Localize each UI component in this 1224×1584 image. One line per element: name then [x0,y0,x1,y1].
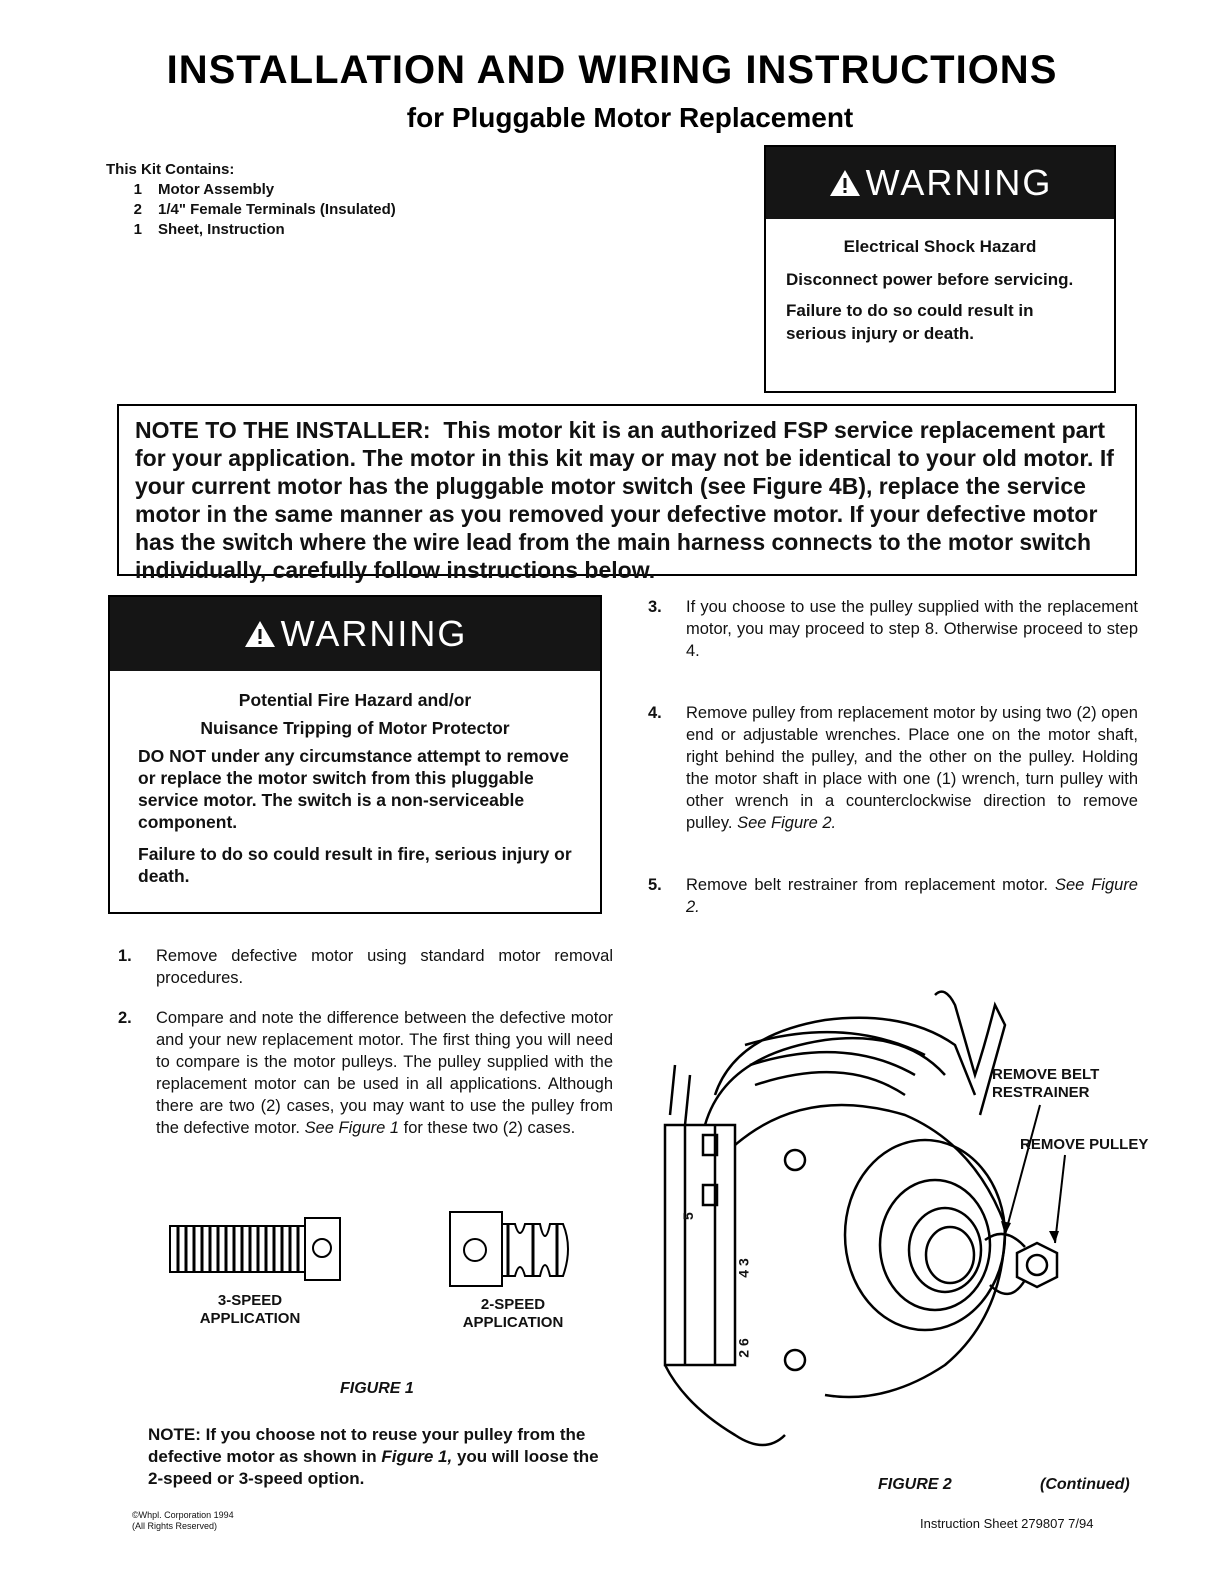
pulley-3speed-drawing [160,1208,360,1290]
warning-label: WARNING [865,162,1053,203]
figure1-caption: FIGURE 1 [340,1380,414,1397]
fire-warning-box [108,595,602,914]
kit-heading: This Kit Contains: [106,161,235,178]
switch-terminal-numbers: 2 6 [735,1338,752,1358]
step-4: 4. Remove pulley from replacement motor by using two (2) open end or adjustable wrenches. Place one on the motor shaft, right behind the pulley, and the other on the pulley. Holding the motor shaft in place with one (1) wrench, turn pulley with other wrench in a counterclockwise direction to remove pulley. See Figure 2. [648,704,1138,832]
figure1-label-3speed: 3-SPEED APPLICATION [199,1292,301,1327]
switch-terminal-numbers: 5 [680,1212,696,1220]
warning-text: Failure to do so could result in serious injury or death. [786,301,1034,343]
kit-item: 1 Motor Assembly [133,181,275,198]
warning-text: Disconnect power before servicing. [786,270,1074,289]
kit-contents [106,160,396,240]
steps-right [648,596,1138,918]
step-1: 1. Remove defective motor using standard motor removal procedures. [118,947,613,987]
callout-remove-pulley: REMOVE PULLEY [1020,1136,1149,1153]
step-3: 3. If you choose to use the pulley supplied with the replacement motor, you may proceed to step 8. Otherwise proceed to step 4. [648,598,1138,660]
figure2-caption: FIGURE 2 [878,1476,952,1493]
kit-item: 2 1/4" Female Terminals (Insulated) [133,201,396,218]
copyright: ©Whpl. Corporation 1994 (All Rights Reserved) [132,1510,234,1531]
continued-label: (Continued) [1040,1476,1130,1493]
step-2: 2. Compare and note the difference between the defective motor and your new replacement motor. The first thing you will need to compare is the motor pulleys. The pulley supplied with the replacement motor can be used in all applications. Although there are two (2) cases, you may want to use the pulley from the defective motor. See Figure 1 for these two (2) cases. [118,1009,613,1137]
hazard-title: Electrical Shock Hazard [843,237,1037,256]
shock-warning-box [764,145,1116,393]
step-5: 5. Remove belt restrainer from replacement motor. See Figure 2. [648,876,1138,916]
warning-label: WARNING [280,613,468,654]
kit-item: 1 Sheet, Instruction [133,221,285,238]
page-subtitle: for Pluggable Motor Replacement [406,102,854,133]
installer-note [117,404,1137,583]
hazard-title: Nuisance Tripping of Motor Protector [200,718,510,738]
warning-triangle-icon [243,619,277,649]
warning-header [766,147,1114,219]
warning-text: DO NOT under any circumstance attempt to remove or replace the motor switch from this pluggable service motor. The switch is a non-serviceable component. [138,746,569,832]
sheet-number: Instruction Sheet 279807 7/94 [920,1516,1094,1531]
switch-terminal-numbers: 4 3 [735,1258,752,1278]
callout-remove-belt-restrainer: REMOVE BELT RESTRAINER [992,1066,1100,1101]
warning-triangle-icon [828,168,862,198]
warning-text: Failure to do so could result in fire, serious injury or death. [138,844,572,886]
page-title: INSTALLATION AND WIRING INSTRUCTIONS [166,48,1058,92]
motor-drawing [645,985,1115,1460]
figure1-label-2speed: 2-SPEED APPLICATION [462,1296,564,1331]
installer-note-lead: NOTE TO THE INSTALLER: [135,417,431,443]
warning-header [110,597,600,671]
installer-note-text: This motor kit is an authorized FSP service replacement part for your application. The motor in this kit may or may not be identical to your old motor. If your current motor has the pluggable motor switch (see Figure 4B), replace the service motor in the same manner as you removed your defective motor. If your defective motor has the switch where the wire lead from the main harness connects to the motor switch individually, carefully follow instructions below. [135,417,1114,583]
steps-left [118,945,613,1139]
hazard-title: Potential Fire Hazard and/or [238,690,472,710]
final-note: NOTE: If you choose not to reuse your pulley from the defective motor as shown in Figure 1, you will loose the 2-speed or 3-speed option. [148,1425,599,1488]
pulley-2speed-drawing [445,1202,585,1294]
